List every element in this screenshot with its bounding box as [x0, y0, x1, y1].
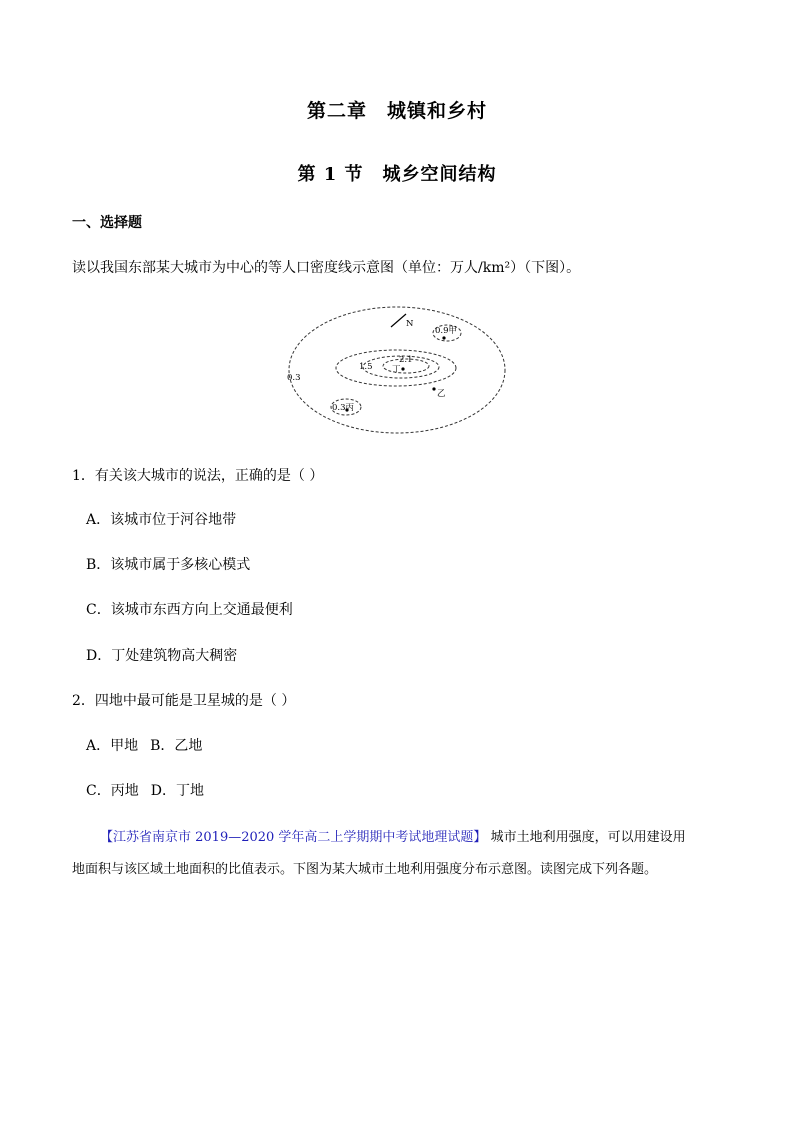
source-paragraph-line-2: 地面积与该区域土地面积的比值表示。下图为某大城市土地利用强度分布示意图。读图完成下列各题。 [72, 862, 658, 877]
part-heading: 一、选择题 [72, 215, 142, 231]
question-2-option-a: A．甲地 [86, 738, 139, 754]
label-outer: 0.3 [287, 373, 301, 383]
question-1-option-b: B．该城市属于多核心模式 [86, 557, 251, 573]
question-2-stem: 2．四地中最可能是卫星城的是（ ） [72, 693, 296, 709]
question-2-option-d: D．丁地 [150, 783, 204, 799]
source-paragraph-line-1 [100, 826, 686, 845]
question-2-options-row-2 [86, 780, 204, 800]
label-north: N [406, 319, 414, 329]
source-text-1: 城市土地利用强度，可以用建设用 [490, 830, 686, 845]
question-2-option-c: C．丙地 [86, 783, 139, 799]
point-jia [442, 336, 445, 339]
label-yi: 乙 [437, 389, 446, 399]
label-2-1: 2.1 [399, 355, 413, 365]
question-1-option-a: A．该城市位于河谷地带 [86, 512, 237, 528]
question-1-stem: 1．有关该大城市的说法，正确的是（ ） [72, 468, 324, 484]
label-bing: 0.3丙 [332, 403, 355, 413]
source-label: 【江苏省南京市 2019—2020 学年高二上学期期中考试地理试题】 [100, 830, 487, 845]
label-jia: 0.9甲 [435, 326, 458, 336]
north-arrow [391, 314, 406, 327]
chapter-title: 第二章 城镇和乡村 [306, 100, 487, 122]
question-2-option-b: B．乙地 [150, 738, 203, 754]
question-2-options-row-1 [86, 735, 202, 755]
label-ding: 丁 [392, 365, 401, 375]
population-density-diagram [284, 300, 510, 440]
question-1-option-d: D．丁处建筑物高大稠密 [86, 648, 238, 664]
point-yi [432, 387, 435, 390]
point-ding [401, 367, 404, 370]
question-1-option-c: C．该城市东西方向上交通最便利 [86, 602, 293, 618]
section-title: 第 1 节 城乡空间结构 [297, 164, 497, 185]
intro-text: 读以我国东部某大城市为中心的等人口密度线示意图（单位：万人/km²）（下图）。 [72, 260, 581, 276]
label-1-5: 1.5 [359, 362, 373, 372]
